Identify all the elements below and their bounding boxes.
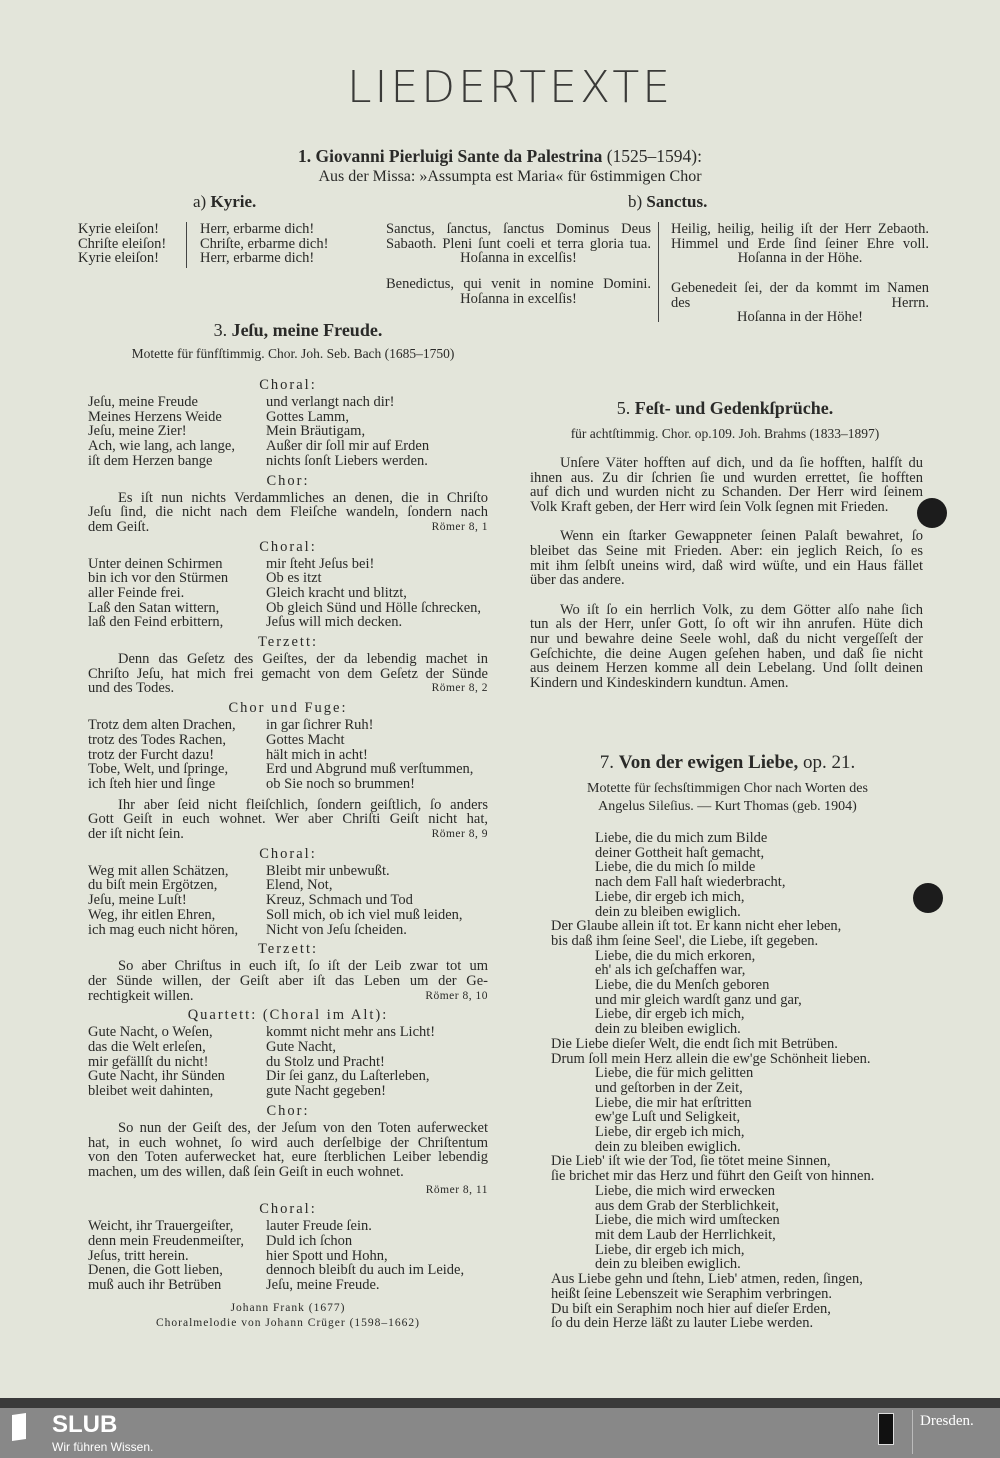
section-heading-brahms [520,398,930,419]
text-line: Chriſte eleiſon! [78,235,167,252]
verse-line: dennoch bleibſt du auch im Leide, [266,1262,465,1279]
benedictus-latin [386,277,651,306]
verse-right [266,557,481,631]
bible-reference: Römer 8, 11 [425,1183,488,1196]
poem-line: Drum ſoll mein Herz allein die ew'ge Schönheit lieben. [551,1050,871,1067]
poem-line: Liebe, dir ergeb ich mich, [595,1124,745,1141]
footer-bar [0,1408,1000,1458]
prose-line [88,989,488,1004]
verse-line: Weicht, ihr Trauergeiſter, [88,1218,234,1235]
verse-line: Gute Nacht, ihr Sünden [88,1068,225,1085]
sanctus-label: Sanctus. [646,192,708,211]
bach-text [88,373,488,1331]
poem-line: aus dem Grab der Sterblichkeit, [595,1197,780,1214]
verse-line: Jeſu, meine Freude. [266,1277,380,1294]
verse-line: Kreuz, Schmach und Tod [266,892,413,909]
text-line: Kyrie eleiſon! [78,221,159,237]
prose-text: der Sünde willen, der Geiſt aber iſt das Leben um der Ge- [88,973,488,989]
verse-line: du Stolz und Pracht! [266,1053,385,1070]
prose-line: Wenn ein ſtarker Gewappneter ſeinen Palaſt bewahret, ſo [560,529,923,544]
composer-dates: (1525–1594): [606,146,702,166]
verse-line: Jeſu, meine Luſt! [88,892,187,909]
part-label: Choral: [259,377,317,393]
poem-line: dein zu bleiben ewiglich. [595,903,741,920]
section-heading-thomas [520,752,935,774]
bible-reference: Römer 8, 2 [431,682,488,695]
verse-columns [88,864,488,938]
verse-right [266,864,463,938]
prose-line [88,1165,488,1180]
text-line: Chriſte, erbarme dich! [200,235,329,252]
melody-credit: Choralmelodie von Johann Crüger (1598–1662) [155,1316,420,1329]
prose-text: dem Geiſt. [88,518,150,535]
verse-line: Jeſus will mich decken. [266,614,403,631]
text-line: Herr, erbarme dich! [200,250,315,267]
song-part [88,1101,488,1197]
verse-line: Gute Nacht, [266,1039,337,1056]
song-part [88,537,488,631]
verse-line: muß auch ihr Betrüben [88,1277,222,1294]
credits [88,1301,488,1331]
prose-text: Ihr aber ſeid nicht fleiſchlich, ſondern geiſtlich, ſo anders [118,797,488,813]
verse-line: Ach, wie lang, ach lange, [88,438,235,455]
punch-hole [917,498,947,528]
poem-line: Die Lieb' iſt wie der Tod, ſie tötet meine Sinnen, [551,1153,831,1170]
section-number: 1. [298,146,312,166]
kyrie-german [200,222,328,266]
verse-line: iſt dem Herzen bange [88,452,213,469]
prose-line: Unſere Väter hofften auf dich, und da ſie hofften, halfſt du [560,456,923,471]
poem-line: Der Glaube allein iſt tot. Er kann nicht eher leben, [551,918,842,935]
prose-text: der iſt nicht ſein. [88,826,184,843]
verse-line: hier Spott und Hohn, [266,1247,388,1264]
paragraph [530,456,923,515]
text-line: Kyrie eleiſon! [78,250,159,267]
verse-line: bleibet weit dahinten, [88,1083,214,1100]
prose-line: bleibet das Seine mit Frieden. Aber: ein jeglich Reich, ſo es [530,543,923,559]
dresden-logo[interactable]: Dresden. [920,1413,974,1429]
verse-line: Unter deinen Schirmen [88,555,223,572]
verse-left [88,557,266,631]
poem-line: dein zu bleiben ewiglich. [595,1021,741,1038]
verse-line: mir ſteht Jeſus bei! [266,555,375,572]
song-part [88,939,488,1003]
column-divider [186,222,187,268]
verse-line: nichts ſonſt Liebers werden. [266,452,428,469]
thomas-subtitle [520,780,935,816]
song-part [88,1199,488,1293]
prose-line: ihnen aus. Zu dir ſchrien ſie und wurden errettet, ſie hofften [530,470,923,486]
prose-text: und des Todes. [88,680,175,697]
section-title: Feſt- und Gedenkſprüche. [634,398,834,418]
poem-line: Liebe, dir ergeb ich mich, [595,1241,745,1258]
song-part [88,698,488,792]
verse-line: lauter Freude ſein. [266,1218,372,1235]
verse-right [266,718,473,792]
verse-columns [88,718,488,792]
verse-line: Bleibt mir unbewußt. [266,862,390,879]
prose-line [88,1182,488,1198]
bible-reference: Römer 8, 9 [431,828,488,841]
prose-line: tun als der Herr, unſer Gott, ſo oft wir ihn anrufen. Hüte dich [530,617,923,632]
prose-line: über das andere. [530,572,625,589]
prose-text: rechtigkeit willen. [88,987,194,1004]
bible-reference: Römer 8, 10 [425,989,488,1002]
text-line: Hoſanna in excelſis! [460,290,577,307]
section-heading-palestrina [0,146,1000,167]
prose-line: Wo iſt ſo ein herrlich Volk, zu dem Götter alſo nahe ſich [560,602,923,618]
verse-line: Denen, die Gott lieben, [88,1262,223,1279]
verse-line: in gar ſichrer Ruh! [266,717,374,734]
footer-divider [912,1410,913,1454]
palestrina-subtitle: Aus der Missa: »Assumpta est Maria« für 6stimmigen Chor [318,168,702,185]
prose-text: So nun der Geiſt des, der Jeſum von den Toten auferwecket [118,1120,488,1136]
poem-line: Liebe, dir ergeb ich mich, [595,1006,745,1023]
section-heading-bach [88,320,508,341]
poem-line: heißt ſeine Lebenszeit wie Seraphim verbringen. [551,1285,833,1302]
slub-logo[interactable]: SLUB [52,1411,118,1438]
page-title: LIEDERTEXTE [346,62,674,113]
verse-line: ich mag euch nicht hören, [88,921,239,938]
bible-reference: Römer 8, 1 [431,520,488,533]
part-label: Terzett: [257,634,319,651]
text-line: Herr, erbarme dich! [200,221,315,237]
prose-text: machen, um des willen, daß ſein Geiſt in euch wohnet. [88,1163,404,1180]
prose-line [88,959,488,974]
prose-text: So aber Chriſtus in euch iſt, ſo iſt der Leib zwar tot um [118,959,488,974]
part-label: Chor und Fuge: [228,700,348,717]
verse-line: laß den Feind erbittern, [88,614,224,631]
text-line: Sanctus, ſanctus, ſanctus Dominus Deus [386,222,651,237]
verse-right [266,395,429,469]
sanctus-german [671,222,929,266]
song-part [88,471,488,535]
paragraph [530,603,923,691]
poem-line: nach dem Fall haſt wiederbracht, [595,874,786,891]
dresden-coat-of-arms-icon [878,1413,894,1445]
verse-line: trotz des Todes Rachen, [88,731,227,748]
prose-line: auf dich und wurden nicht zu Schanden. Der Herr wird ſeinem [530,485,923,501]
prose-text: hat, in euch wohnet, ſo wird auch derſelbige der Chriſtentum [88,1135,488,1151]
prose-text: Jeſu ſind, die nicht nach dem Fleiſche wandeln, ſondern nach [88,505,488,520]
prose-line [88,520,488,535]
prose-line: aus deinem Herzen komme all dein Lebelang. Und ſollt deinen [530,661,923,676]
prose-line: Volk Kraft geben, der Herr wird ſein Volk ſegnen mit Frieden. [530,499,889,516]
kyrie-latin [78,222,166,266]
verse-left [88,864,266,938]
prose-text: Denn das Geſetz des Geiſtes, der da lebendig machet in [118,652,488,667]
verse-columns [88,557,488,631]
poem-line: Liebe, die du mich erkoren, [595,947,756,964]
verse-line: gute Nacht gegeben! [266,1083,386,1100]
prose-line [88,827,488,842]
prose-line [88,1136,488,1151]
verse-line: Jeſus, tritt herein. [88,1247,189,1264]
text-line: des Herrn. [671,295,929,311]
verse-right [266,1025,435,1099]
composer-name: Giovanni Pierluigi Sante da Palestrina [315,146,603,166]
verse-line: hält mich in acht! [266,746,368,763]
verse-line: denn mein Freudenmeiſter, [88,1233,245,1250]
verse-line: Gottes Macht [266,731,345,748]
verse-line: du biſt mein Ergötzen, [88,877,218,894]
verse-line: Elend, Not, [266,877,333,894]
prose-line [88,505,488,520]
text-author: Johann Frank (1677) [230,1301,346,1314]
song-part [88,632,488,696]
column-divider [658,222,659,322]
poem-line: Liebe, die mich wird erwecken [595,1182,775,1199]
section-number: 3. [213,320,228,340]
poem-line: deiner Gottheit haſt gemacht, [595,844,765,861]
verse-line: Meines Herzens Weide [88,408,222,425]
text-line: Gebenedeit ſei, der da kommt im Namen [671,281,929,296]
song-part [88,844,488,938]
verse-line: Außer dir ſoll mir auf Erden [266,438,430,455]
poem-line: Liebe, die du Menſch geboren [595,977,770,994]
prose-line [88,491,488,506]
verse-left [88,718,266,792]
poem-line: Die Liebe dieſer Welt, die endt ſich mit Betrüben. [551,1035,838,1052]
text-line: Benedictus, qui venit in nomine Domini. [386,277,651,292]
prose-text: Gott Geiſt in euch wohnet. Wer aber Chriſti Geiſt nicht hat, [88,812,488,828]
prose-line [88,1150,488,1165]
prose-line [88,974,488,989]
prose-line [88,798,488,813]
subtitle-line: Angelus Sileſius. — Kurt Thomas (geb. 1904) [598,799,857,814]
part-label: Choral: [259,538,317,555]
verse-line: Gute Nacht, o Weſen, [88,1024,213,1041]
prose-line [88,667,488,682]
verse-left [88,1025,266,1099]
punch-hole [913,883,943,913]
poem-line: ſo du dein Herze läßt zu lauter Liebe werden. [551,1315,814,1332]
verse-line: aller Feinde frei. [88,585,185,601]
section-number: 7. [599,752,615,773]
verse-line: Dir ſei ganz, du Laſterleben, [266,1068,430,1085]
prose-text: Chriſto Jeſu, hat mich frei gemacht von dem Geſetz der Sünde [88,666,488,682]
part-label: Quartett: (Choral im Alt): [187,1007,389,1024]
scan-edge [0,1398,1000,1408]
opus-number: op. 21. [802,752,856,773]
prose-text: von den Toten auferwecket hat, eure ſterblichen Leiber lebendig [88,1150,488,1165]
verse-line: Erd und Abgrund muß verſtummen, [266,761,474,778]
thomas-poem [551,831,874,1331]
verse-line: Tobe, Welt, und ſpringe, [88,761,229,778]
poem-line: ſie brichet mir das Herz und führt den Geiſt von hinnen. [551,1168,875,1185]
kyrie-label: Kyrie. [210,192,257,211]
poem-line: Liebe, die mich wird umſtecken [595,1212,780,1229]
prose-line [88,1121,488,1136]
verse-line: Laß den Satan wittern, [88,599,220,616]
verse-columns [88,1025,488,1099]
poem-line: bis daß ihm ſeine Seel', die Liebe, iſt gegeben. [551,932,819,949]
verse-line: Gleich kracht und blitzt, [266,585,407,601]
benedictus-german [671,281,929,325]
verse-line: Jeſu, meine Freude [88,394,198,410]
sanctus-latin [386,222,651,266]
poem-line: Aus Liebe gehn und ſtehn, Lieb' atmen, reden, ſingen, [551,1271,863,1288]
verse-line: das die Welt erleſen, [88,1039,206,1056]
text-line: Heilig, heilig, heilig iſt der Herr Zebaoth. [671,222,929,237]
verse-line: ich ſteh hier und ſinge [88,776,216,792]
kyrie-heading [193,192,256,212]
brahms-text [530,456,923,705]
section-title: Jeſu, meine Freude. [231,320,383,340]
section-title: Von der ewigen Liebe, [618,752,799,773]
verse-line: ob Sie noch so brummen! [266,776,416,792]
poem-line: und mir gleich wardſt ganz und gar, [595,991,802,1008]
verse-line: Trotz dem alten Drachen, [88,717,236,734]
poem-line: dein zu bleiben ewiglich. [595,1256,741,1273]
prose-line: Geſchichte, die deine Augen geſehen haben, und daß ſie nicht [530,646,923,662]
verse-line: Duld ich ſchon [266,1233,353,1250]
poem-line: eh' als ich geſchaffen war, [595,962,746,979]
prose-line [88,812,488,827]
kyrie-prefix: a) [193,192,207,211]
poem-line: Liebe, die du mich ſo milde [595,859,756,876]
poem-line: Liebe, die mir hat erſtritten [595,1094,752,1111]
part-label: Terzett: [257,941,319,958]
verse-columns [88,1219,488,1293]
verse-line: Ob gleich Sünd und Hölle ſchrecken, [266,599,482,616]
section-number: 5. [616,398,631,418]
book-logo-icon [12,1413,26,1441]
poem-line: Liebe, die du mich zum Bilde [595,830,768,846]
poem-line: und geſtorben in der Zeit, [595,1079,743,1096]
paragraph [530,529,923,588]
poem-line: dein zu bleiben ewiglich. [595,1138,741,1155]
verse-columns [88,395,488,469]
song-part [88,1005,488,1099]
verse-line: Mein Bräutigam, [266,423,366,440]
verse-line: und verlangt nach dir! [266,394,395,410]
verse-line: Weg mit allen Schätzen, [88,862,229,879]
prose-text: Es iſt nun nichts Verdammliches an denen, die in Chriſto [118,490,488,506]
verse-left [88,395,266,469]
text-line: Hoſanna in der Höhe! [736,309,864,326]
poem-line: Liebe, dir ergeb ich mich, [595,888,745,905]
verse-line: Nicht von Jeſu ſcheiden. [266,921,407,938]
verse-line: Ob es itzt [266,570,322,587]
prose-line: nur und bewahre deine Seele wohl, daß du nicht vergeſſeſt der [530,631,923,647]
text-line: Hoſanna in excelſis! [460,250,577,267]
song-part [88,375,488,469]
prose-line [88,681,488,696]
verse-left [88,1219,266,1293]
text-line: Hoſanna in der Höhe. [737,250,863,267]
sanctus-prefix: b) [628,192,643,211]
prose-line [88,652,488,667]
poem-line: mit dem Laub der Herrlichkeit, [595,1226,776,1243]
verse-line: Jeſu, meine Zier! [88,423,187,440]
poem-line: Liebe, die für mich gelitten [595,1065,754,1082]
verse-line: kommt nicht mehr ans Licht! [266,1024,436,1041]
part-label: Choral: [259,1201,317,1218]
verse-line: Soll mich, ob ich viel muß leiden, [266,906,463,923]
bach-subtitle: Motette für fünfſtimmig. Chor. Joh. Seb. Bach (1685–1750) [131,346,455,361]
verse-line: bin ich vor den Stürmen [88,570,229,587]
verse-line: Weg, ihr eitlen Ehren, [88,906,216,923]
subtitle-line: Motette für ſechsſtimmigen Chor nach Worten des [587,781,868,796]
verse-line: trotz der Furcht dazu! [88,746,215,763]
prose-line: Kindern und Kindeskindern kundtun. Amen. [530,674,789,691]
prose-line: mit ihm ſelbſt uneins wird, daß wird wüſte, und ein Haus fället [530,558,923,574]
poem-line: Du biſt ein Seraphim noch hier auf dieſer Erden, [551,1300,831,1317]
verse-line: mir gefällſt du nicht! [88,1053,209,1070]
verse-line: Gottes Lamm, [266,408,349,425]
slub-tagline: Wir führen Wissen. [52,1440,154,1454]
sanctus-heading [628,192,707,212]
brahms-subtitle: für achtſtimmig. Chor. op.109. Joh. Brahms (1833–1897) [570,426,880,441]
song-part [88,798,488,842]
part-label: Chor: [266,1102,310,1119]
part-label: Choral: [259,845,317,862]
verse-right [266,1219,464,1293]
poem-line: ew'ge Luſt und Seligkeit, [595,1109,741,1126]
text-line: Sabaoth. Pleni ſunt coeli et terra gloria tua. [386,236,651,252]
part-label: Chor: [266,472,310,489]
text-line: Himmel und Erde ſind ſeiner Ehre voll. [671,236,929,252]
